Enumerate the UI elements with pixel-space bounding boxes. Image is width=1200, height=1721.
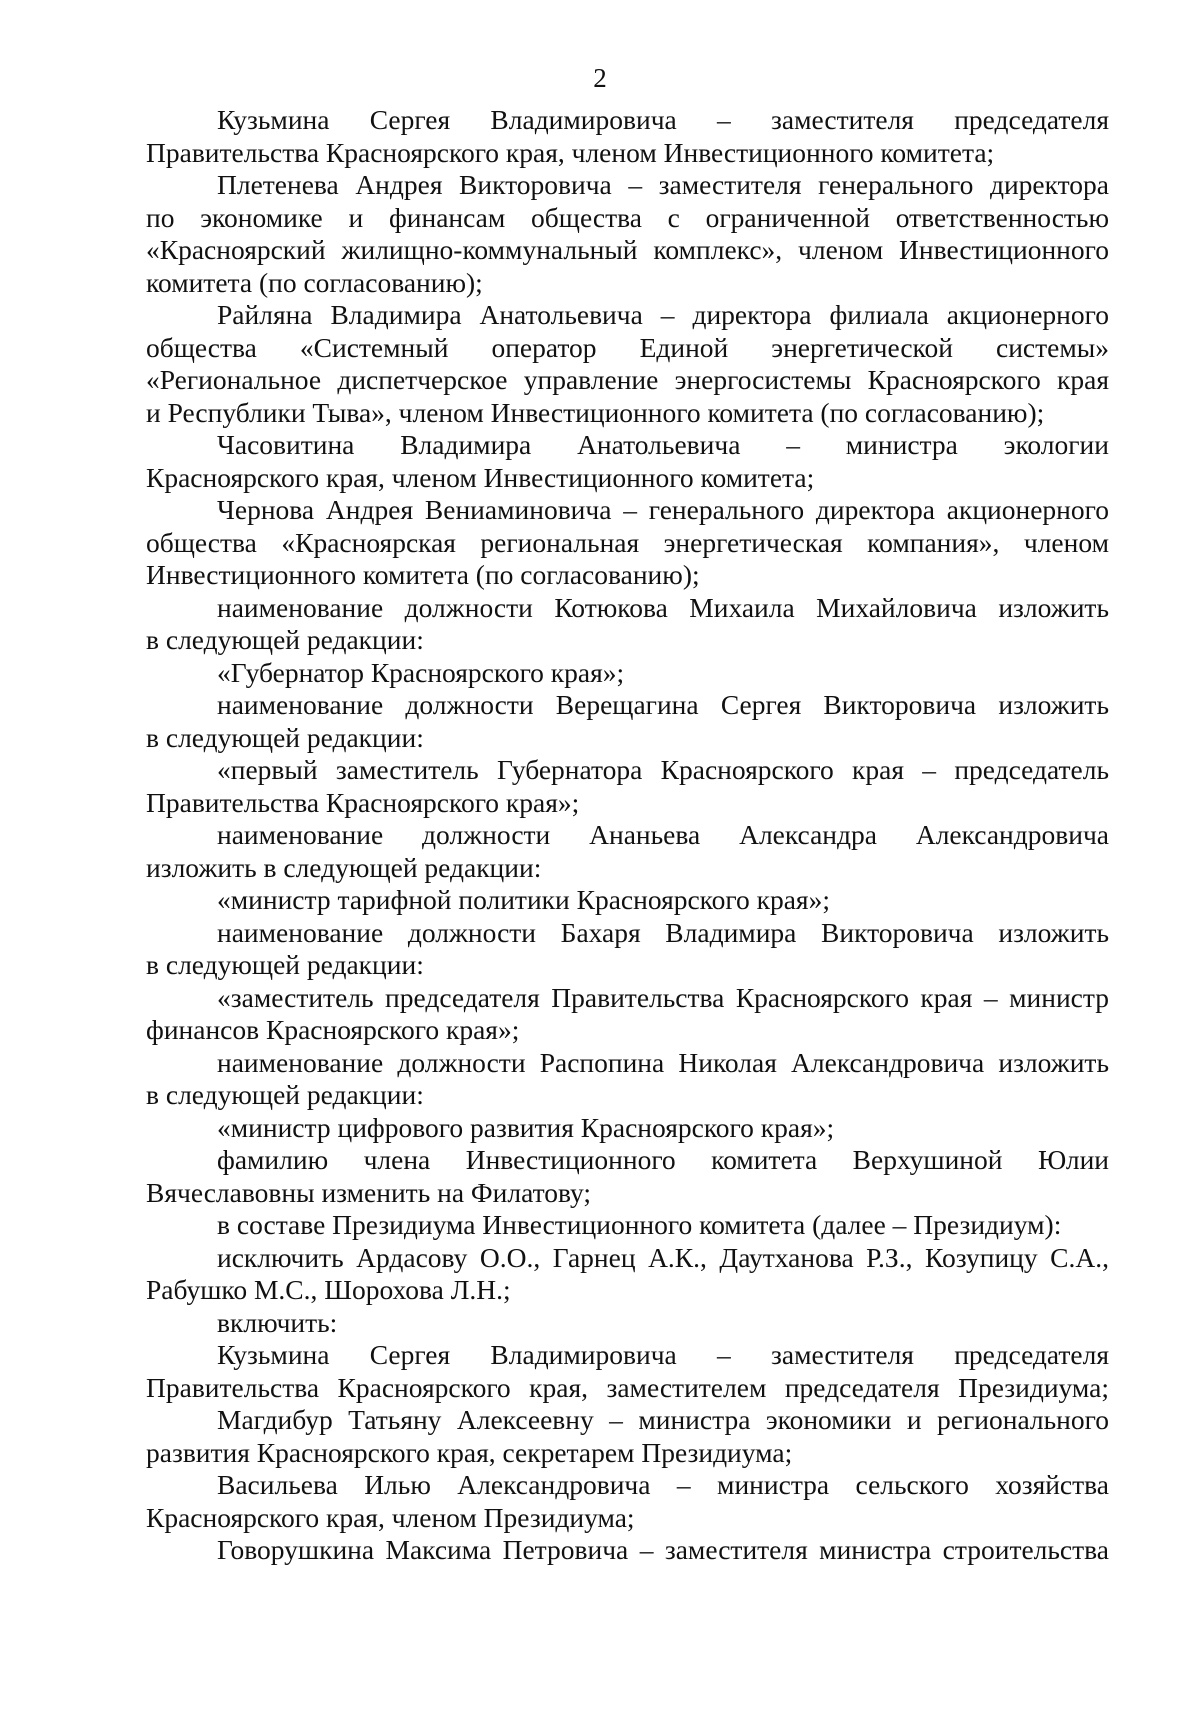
text-line: наименование должности Ананьева Александра Александровича — [217, 819, 1109, 850]
text-line: Кузьмина Сергея Владимировича – заместителя председателя — [217, 104, 1109, 135]
text-line: в следующей редакции: — [146, 1079, 424, 1110]
text-line: «Красноярский жилищно-коммунальный комплекс», членом Инвестиционного — [146, 234, 1109, 265]
text-line: Васильева Илью Александровича – министра сельского хозяйства — [217, 1469, 1109, 1500]
text-line: «первый заместитель Губернатора Красноярского края – председатель — [217, 754, 1109, 785]
text-line: «министр тарифной политики Красноярского края»; — [217, 884, 830, 915]
text-line: Часовитина Владимира Анатольевича – министра экологии — [217, 429, 1109, 460]
text-line: по экономике и финансам общества с ограниченной ответственностью — [146, 201, 1109, 233]
text-line: «Региональное диспетчерское управление энергосистемы Красноярского края — [146, 364, 1109, 395]
text-line: общества «Системный оператор Единой энергетической системы» — [146, 331, 1109, 363]
text-line: Говорушкина Максима Петровича – заместителя министра строительства — [217, 1534, 1109, 1565]
text-line: фамилию члена Инвестиционного комитета Верхушиной Юлии — [217, 1144, 1109, 1175]
text-line: изложить в следующей редакции: — [146, 851, 542, 883]
text-line: Красноярского края, членом Президиума; — [146, 1501, 635, 1533]
text-line: Рабушко М.С., Шорохова Л.Н.; — [146, 1274, 511, 1305]
text-line: наименование должности Бахаря Владимира Викторовича изложить — [217, 916, 1109, 948]
text-line: «Губернатор Красноярского края»; — [217, 656, 625, 688]
text-line: наименование должности Верещагина Сергея Викторовича изложить — [217, 689, 1109, 720]
text-line: в следующей редакции: — [146, 721, 424, 753]
text-line: Плетенева Андрея Викторовича – заместителя генерального директора — [217, 169, 1109, 200]
text-line: наименование должности Котюкова Михаила Михайловича изложить — [217, 591, 1109, 623]
text-line: Кузьмина Сергея Владимировича – заместителя председателя — [217, 1339, 1109, 1370]
text-line: в составе Президиума Инвестиционного комитета (далее – Президиум): — [217, 1209, 1062, 1240]
text-line: общества «Красноярская региональная энергетическая компания», членом — [146, 526, 1109, 558]
text-line: включить: — [217, 1306, 338, 1338]
text-line: Инвестиционного комитета (по согласованию); — [146, 559, 700, 590]
document-body — [146, 104, 1109, 1567]
text-line: развития Красноярского края, секретарем Президиума; — [146, 1436, 793, 1468]
text-line: в следующей редакции: — [146, 949, 424, 980]
text-line: Райляна Владимира Анатольевича – директора филиала акционерного — [217, 299, 1109, 330]
text-line: в следующей редакции: — [146, 624, 424, 655]
text-line: Правительства Красноярского края, заместителем председателя Президиума; — [146, 1371, 1109, 1403]
text-line: комитета (по согласованию); — [146, 266, 483, 298]
text-line: финансов Красноярского края»; — [146, 1014, 520, 1045]
text-line: «заместитель председателя Правительства Красноярского края – министр — [217, 981, 1109, 1013]
text-line: Магдибур Татьяну Алексеевну – министра экономики и регионального — [217, 1404, 1109, 1435]
text-line: исключить Ардасову О.О., Гарнец А.К., Даутханова Р.З., Козупицу С.А., — [217, 1241, 1109, 1273]
text-line: Красноярского края, членом Инвестиционного комитета; — [146, 461, 815, 493]
text-line: наименование должности Распопина Николая Александровича изложить — [217, 1046, 1109, 1078]
text-line: Правительства Красноярского края»; — [146, 786, 580, 818]
page-number: 2 — [593, 63, 607, 93]
text-line: Правительства Красноярского края, членом Инвестиционного комитета; — [146, 136, 995, 168]
text-line: Вячеславовны изменить на Филатову; — [146, 1176, 592, 1208]
text-line: Чернова Андрея Вениаминовича – генерального директора акционерного — [217, 494, 1109, 525]
text-line: и Республики Тыва», членом Инвестиционного комитета (по согласованию); — [146, 396, 1045, 428]
text-line: «министр цифрового развития Красноярского края»; — [217, 1111, 835, 1143]
